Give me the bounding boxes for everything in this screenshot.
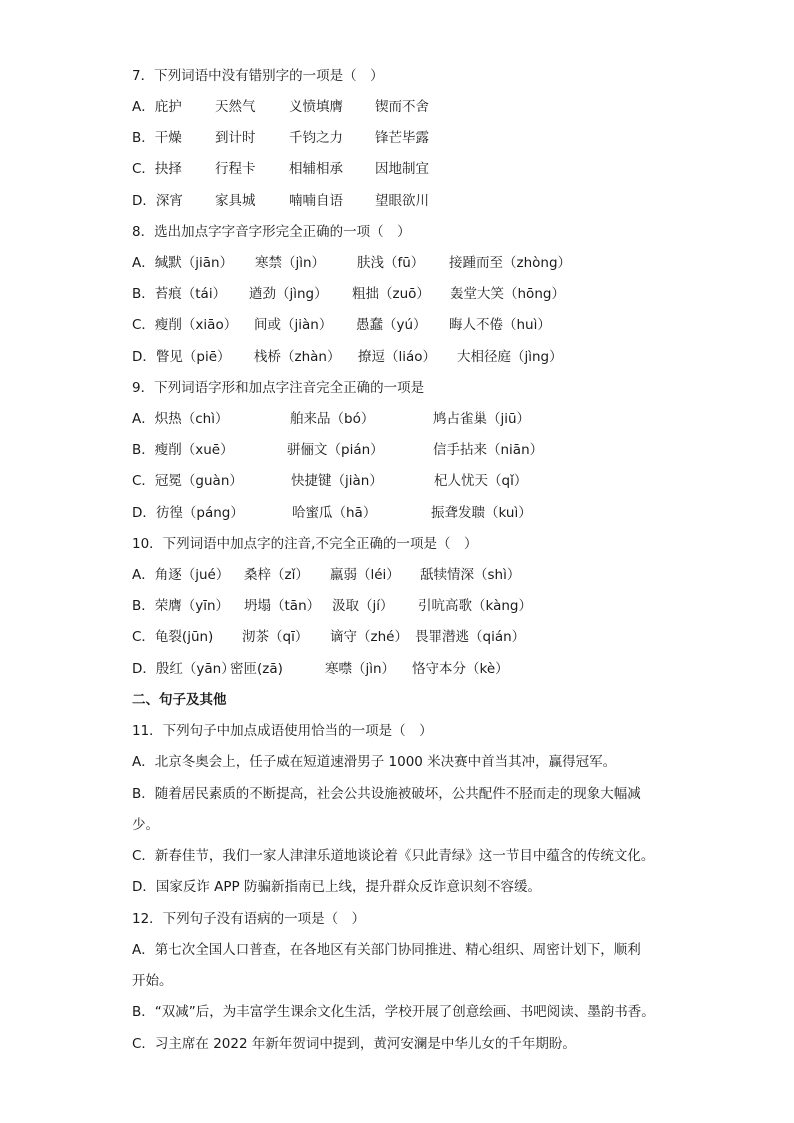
q7-c-1: C．抉择 [132,161,182,177]
q8-a-4: 接踵而至（zhòng） [449,255,572,271]
q9-c-3: 杞人忧天（qǐ） [434,473,528,489]
q9-b-2: 骈俪文（pián） [287,442,384,458]
q8-d-3: 撩逗（liáo） [358,349,437,365]
q7-a-1: A．庇护 [132,99,182,115]
q12-option-c: C．习主席在 2022 年新年贺词中提到，黄河安澜是中华儿女的千年期盼。 [132,1036,576,1052]
q7-b-4: 锋芒毕露 [375,130,429,146]
q11-option-b-cont: 少。 [132,817,159,833]
q9-a-1: A．炽热（chì） [132,411,229,427]
q11-stem: 11．下列句子中加点成语使用恰当的一项是（ ） [132,723,433,739]
q8-d-1: D．瞥见（piē） [132,349,231,365]
q7-d-4: 望眼欲川 [375,193,429,209]
q10-a-3: 羸弱（léi） [330,567,400,583]
q10-b-4: 引吭高歌（kàng） [418,598,532,614]
section-heading: 二、句子及其他 [132,692,227,708]
q11-option-d: D．国家反诈 APP 防骗新指南已上线，提升群众反诈意识刻不容缓。 [132,879,541,895]
q10-b-1: B．荣膺（yīn） [132,598,230,614]
q7-b-1: B．干燥 [132,130,182,146]
q9-d-3: 振聋发聩（kuì） [431,505,532,521]
q10-c-4: 畏罪潜逃（qián） [415,629,526,645]
q10-b-3: 汲取（jí） [332,598,394,614]
q8-c-1: C．瘦削（xiāo） [132,317,238,333]
q10-d-3: 寒噤（jìn） [325,661,396,677]
q8-c-3: 愚蠢（yú） [356,317,427,333]
q11-option-a: A．北京冬奥会上，任子威在短道速滑男子 1000 米决赛中首当其冲，赢得冠军。 [132,754,617,770]
q7-a-3: 义愤填膺 [289,99,343,115]
q10-c-3: 谪守（zhé） [330,629,408,645]
q12-option-a: A．第七次全国人口普查，在各地区有关部门协同推进、精心组织、周密计划下，顺利 [132,942,641,958]
q10-d-4: 恪守本分（kè） [412,661,509,677]
q12-option-a-cont: 开始。 [132,973,173,989]
q7-stem: 7．下列词语中没有错别字的一项是（ ） [132,68,384,84]
q9-d-2: 哈蜜瓜（hā） [292,505,377,521]
q8-b-4: 轰堂大笑（hōng） [450,286,565,302]
q9-b-3: 信手拈来（niān） [433,442,544,458]
q10-c-2: 沏茶（qī） [242,629,309,645]
q7-d-2: 家具城 [215,193,256,209]
q10-a-4: 舐犊情深（shì） [420,567,521,583]
q7-b-2: 到计时 [215,130,256,146]
q7-c-4: 因地制宜 [375,161,429,177]
q8-d-4: 大相径庭（jìng） [457,349,563,365]
q9-a-2: 舶来品（bó） [290,411,375,427]
q8-a-2: 寒禁（jìn） [255,255,326,271]
q10-a-2: 桑梓（zǐ） [244,567,309,583]
q11-option-c: C．新春佳节，我们一家人津津乐道地谈论着《只此青绿》这一节目中蕴含的传统文化。 [132,848,655,864]
q7-c-2: 行程卡 [215,161,256,177]
q9-b-1: B．瘦削（xuē） [132,442,234,458]
q10-c-1: C．龟裂(jūn) [132,629,214,645]
q7-c-3: 相辅相承 [289,161,343,177]
q8-a-3: 肤浅（fū） [357,255,425,271]
q8-b-3: 粗拙（zuō） [352,286,430,302]
q10-a-1: A．角逐（jué） [132,567,230,583]
q12-stem: 12．下列句子没有语病的一项是（ ） [132,911,366,927]
q9-d-1: D．彷徨（páng） [132,505,244,521]
q9-a-3: 鸠占雀巢（jiū） [433,411,531,427]
q10-d-2: 密匝(zā) [230,661,283,677]
q9-c-1: C．冠冕（guàn） [132,473,243,489]
q8-c-2: 间或（jiàn） [254,317,333,333]
q8-c-4: 晦人不倦（huì） [449,317,551,333]
q12-option-b: B．“双减”后，为丰富学生课余文化生活，学校开展了创意绘画、书吧阅读、墨韵书香。 [132,1004,655,1020]
q7-d-3: 喃喃自语 [289,193,343,209]
q8-d-2: 栈桥（zhàn） [254,349,341,365]
q9-c-2: 快捷键（jiàn） [291,473,383,489]
q8-b-1: B．苔痕（tái） [132,286,227,302]
q10-b-2: 坍塌（tān） [244,598,321,614]
q10-d-1: D．殷红（yān） [132,661,235,677]
q8-a-1: A．缄默（jiān） [132,255,234,271]
q7-b-3: 千钧之力 [289,130,343,146]
q11-option-b: B．随着居民素质的不断提高，社会公共设施被破坏，公共配件不胫而走的现象大幅减 [132,786,641,802]
q7-a-2: 天然气 [215,99,256,115]
q8-b-2: 遒劲（jìng） [249,286,328,302]
q7-a-4: 锲而不舍 [375,99,429,115]
q7-d-1: D．深宵 [132,193,183,209]
q10-stem: 10．下列词语中加点字的注音,不完全正确的一项是（ ） [132,536,478,552]
q9-stem: 9．下列词语字形和加点字注音完全正确的一项是 [132,380,425,396]
q8-stem: 8．选出加点字字音字形完全正确的一项（ ） [132,224,411,240]
